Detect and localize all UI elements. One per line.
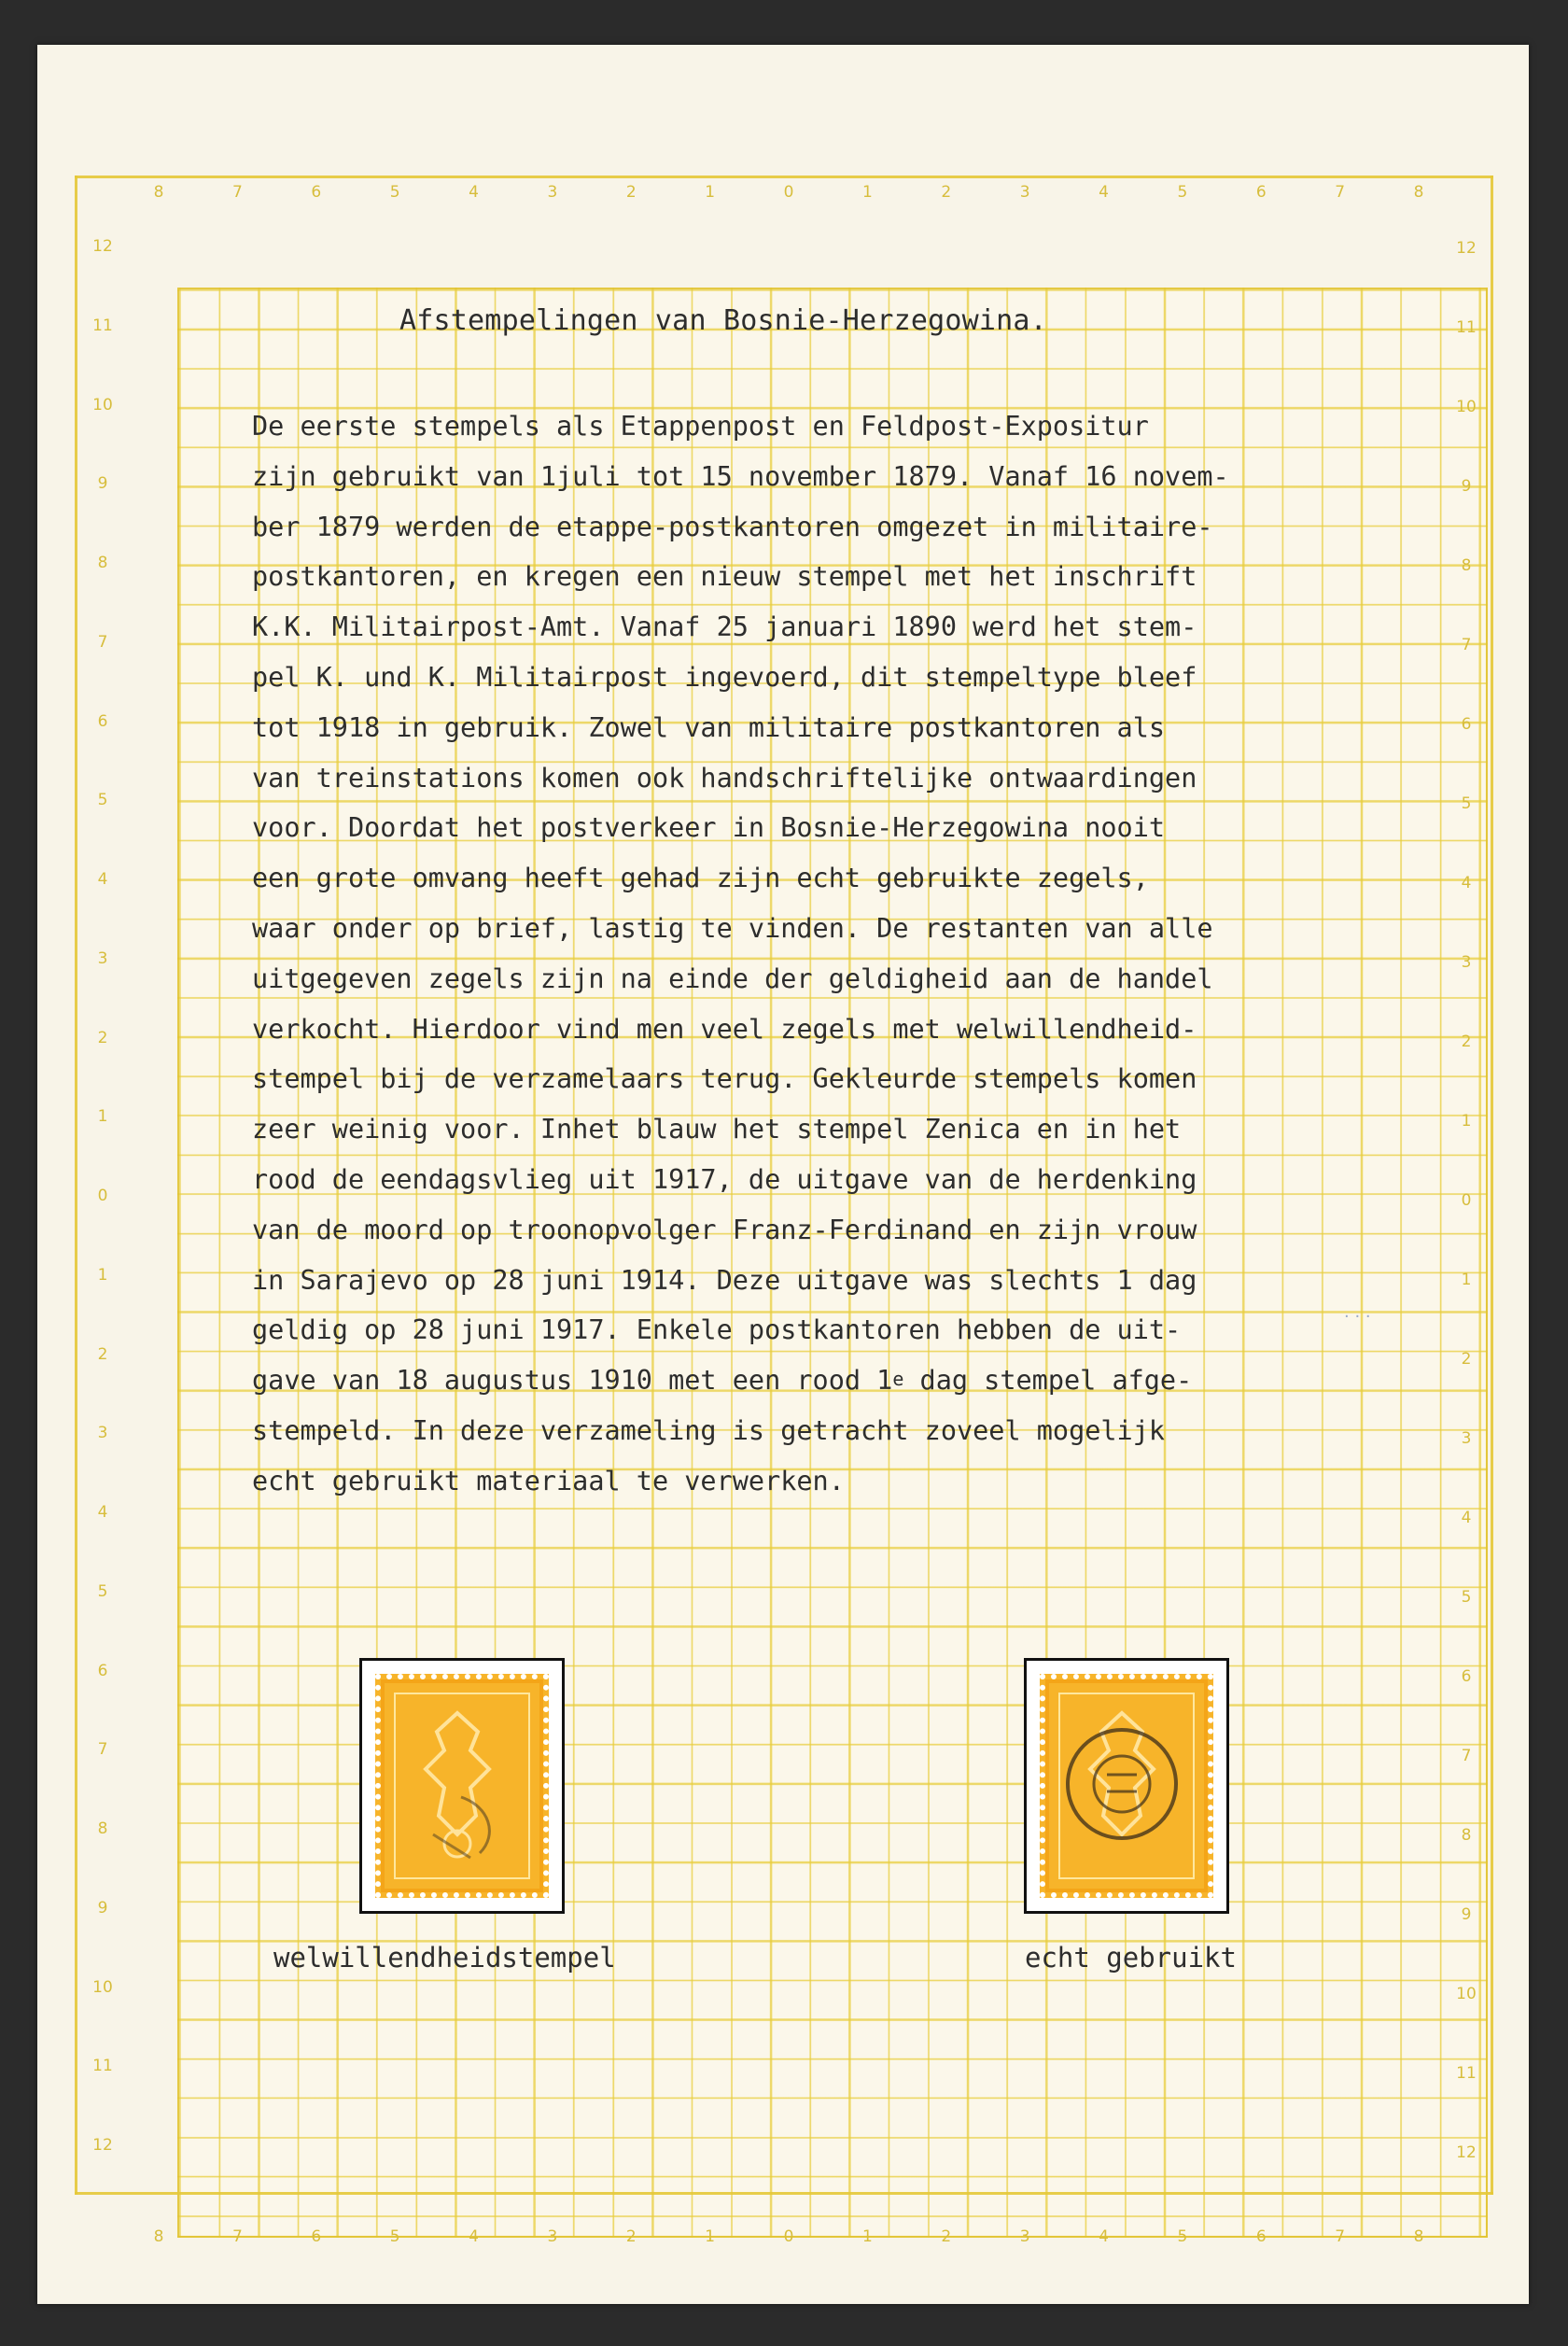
scale-tick-label: 12 bbox=[1456, 239, 1477, 258]
scale-tick-label: 7 bbox=[97, 1740, 108, 1760]
stamp-courtesy-cancel bbox=[375, 1674, 549, 1898]
coat-of-arms-icon bbox=[396, 1694, 519, 1868]
scale-tick-label: 11 bbox=[92, 2057, 113, 2076]
stamp-mount-right bbox=[1024, 1658, 1229, 1914]
scale-tick-label: 8 bbox=[153, 2227, 164, 2246]
scale-tick-label: 11 bbox=[92, 316, 113, 335]
scale-tick-label: 8 bbox=[97, 1819, 108, 1838]
scale-tick-label: 1 bbox=[861, 2227, 873, 2246]
scale-tick-label: 3 bbox=[547, 183, 558, 202]
text-line: van treinstations komen ook handschriftelijke ontwaardingen bbox=[252, 762, 1197, 794]
scale-tick-label: 5 bbox=[389, 2227, 400, 2246]
text-line: rood de eendagsvlieg uit 1917, de uitgave van de herdenking bbox=[252, 1163, 1197, 1195]
scale-tick-label: 1 bbox=[1461, 1271, 1472, 1289]
scale-tick-label: 1 bbox=[705, 183, 716, 202]
scale-tick-label: 1 bbox=[861, 183, 873, 202]
scale-tick-label: 4 bbox=[1099, 2227, 1109, 2246]
scale-tick-label: 10 bbox=[1456, 1985, 1477, 2003]
scale-tick-label: 8 bbox=[1413, 2227, 1424, 2246]
text-segment: dag stempel afge- bbox=[903, 1365, 1193, 1397]
scale-tick-label: 2 bbox=[625, 183, 637, 202]
scale-tick-label: 0 bbox=[97, 1187, 108, 1205]
scale-tick-label: 7 bbox=[1335, 183, 1346, 202]
scale-tick-label: 7 bbox=[1335, 2227, 1346, 2246]
scale-tick-label: 7 bbox=[1461, 636, 1472, 654]
stamp-mount-left bbox=[359, 1658, 565, 1914]
text-line-with-superscript bbox=[252, 1356, 1456, 1406]
text-line: postkantoren, en kregen een nieuw stempel met het inschrift bbox=[252, 561, 1197, 593]
scale-tick-label: 7 bbox=[231, 2227, 243, 2246]
scale-tick-label: 8 bbox=[1461, 1826, 1472, 1845]
scale-tick-label: 3 bbox=[1461, 1429, 1472, 1448]
stamp-design bbox=[1058, 1693, 1195, 1879]
scale-tick-label: 9 bbox=[97, 1898, 108, 1918]
scale-tick-label: 5 bbox=[1177, 2227, 1188, 2246]
scale-tick-label: 2 bbox=[97, 1344, 108, 1364]
text-line: zeer weinig voor. Inhet blauw het stempel Zenica en in het bbox=[252, 1114, 1182, 1145]
scale-tick-label: 8 bbox=[1461, 556, 1472, 575]
scale-tick-label: 1 bbox=[1461, 1112, 1472, 1131]
text-line: voor. Doordat het postverkeer in Bosnie-Herzegowina nooit bbox=[252, 812, 1166, 844]
stamp-design bbox=[394, 1693, 530, 1879]
scale-tick-label: 7 bbox=[97, 632, 108, 652]
scale-tick-label: 7 bbox=[231, 183, 243, 202]
scale-tick-label: 3 bbox=[97, 948, 108, 968]
scale-tick-label: 9 bbox=[1461, 1905, 1472, 1924]
postmark-icon bbox=[1060, 1694, 1183, 1868]
text-line: K.K. Militairpost-Amt. Vanaf 25 januari 1890 werd het stem- bbox=[252, 611, 1197, 643]
scale-tick-label: 0 bbox=[1461, 1191, 1472, 1210]
scale-tick-label: 8 bbox=[97, 554, 108, 572]
scale-tick-label: 3 bbox=[1019, 2227, 1030, 2246]
text-line: De eerste stempels als Etappenpost en Feldpost-Expositur bbox=[252, 411, 1149, 442]
scale-tick-label: 2 bbox=[97, 1028, 108, 1047]
scale-tick-label: 2 bbox=[941, 2227, 952, 2246]
scale-tick-label: 5 bbox=[1461, 794, 1472, 813]
scale-tick-label: 4 bbox=[97, 1503, 108, 1522]
text-line: stempel bij de verzamelaars terug. Gekleurde stempels komen bbox=[252, 1063, 1197, 1095]
text-line: uitgegeven zegels zijn na einde der geldigheid aan de handel bbox=[252, 962, 1213, 994]
scale-tick-label: 4 bbox=[469, 183, 479, 202]
text-line: tot 1918 in gebruik. Zowel van militaire postkantoren als bbox=[252, 711, 1166, 743]
text-segment: gave van 18 augustus 1910 met een rood 1 bbox=[252, 1365, 893, 1397]
scale-tick-label: 5 bbox=[1461, 1588, 1472, 1607]
text-line: geldig op 28 juni 1917. Enkele postkantoren hebben de uit- bbox=[252, 1314, 1182, 1346]
scale-tick-label: 4 bbox=[1461, 1509, 1472, 1527]
scale-tick-label: 1 bbox=[97, 1265, 108, 1285]
text-line: verkocht. Hierdoor vind men veel zegels met welwillendheid- bbox=[252, 1013, 1197, 1045]
scale-tick-label: 3 bbox=[97, 1424, 108, 1443]
scale-tick-label: 6 bbox=[97, 1661, 108, 1680]
scale-tick-label: 2 bbox=[1461, 1033, 1472, 1051]
text-line: een grote omvang heeft gehad zijn echt gebruikte zegels, bbox=[252, 863, 1149, 894]
scale-tick-label: 1 bbox=[705, 2227, 716, 2246]
scale-tick-label: 6 bbox=[1461, 715, 1472, 734]
text-line: zijn gebruikt van 1juli tot 15 november 1879. Vanaf 16 novem- bbox=[252, 460, 1229, 492]
frame-top bbox=[75, 176, 1493, 178]
scale-tick-label: 2 bbox=[1461, 1350, 1472, 1369]
text-line: van de moord op troonopvolger Franz-Ferdinand en zijn vrouw bbox=[252, 1214, 1197, 1245]
scale-tick-label: 11 bbox=[1456, 318, 1477, 337]
text-line: ber 1879 werden de etappe-postkantoren omgezet in militaire- bbox=[252, 511, 1213, 542]
scale-tick-label: 7 bbox=[1461, 1747, 1472, 1765]
frame-left bbox=[75, 176, 77, 2195]
text-line: waar onder op brief, lastig te vinden. De restanten van alle bbox=[252, 912, 1213, 944]
scale-tick-label: 6 bbox=[1255, 183, 1267, 202]
scale-tick-label: 2 bbox=[941, 183, 952, 202]
scale-tick-label: 8 bbox=[153, 183, 164, 202]
scale-tick-label: 0 bbox=[783, 2227, 794, 2246]
scale-tick-label: 6 bbox=[1255, 2227, 1267, 2246]
scale-tick-label: 12 bbox=[92, 237, 113, 256]
caption-left: welwillendheidstempel bbox=[273, 1942, 616, 1974]
scale-tick-label: 3 bbox=[547, 2227, 558, 2246]
scale-tick-label: 6 bbox=[97, 711, 108, 731]
scale-tick-label: 5 bbox=[1177, 183, 1188, 202]
scale-tick-label: 5 bbox=[97, 791, 108, 810]
text-line: stempeld. In deze verzameling is getracht zoveel mogelijk bbox=[252, 1414, 1166, 1446]
scale-tick-label: 10 bbox=[1456, 398, 1477, 416]
scale-tick-label: 0 bbox=[783, 183, 794, 202]
scale-tick-label: 5 bbox=[97, 1581, 108, 1601]
faint-pencil-mark: · · · bbox=[1344, 1307, 1371, 1327]
scale-tick-label: 6 bbox=[1461, 1667, 1472, 1686]
scale-tick-label: 6 bbox=[311, 183, 322, 202]
scale-tick-label: 3 bbox=[1461, 953, 1472, 972]
caption-right: echt gebruikt bbox=[1025, 1942, 1237, 1974]
scale-tick-label: 4 bbox=[469, 2227, 479, 2246]
scale-tick-label: 3 bbox=[1019, 183, 1030, 202]
scale-tick-label: 6 bbox=[311, 2227, 322, 2246]
scale-tick-label: 9 bbox=[97, 474, 108, 494]
body-text bbox=[252, 401, 1456, 1507]
scale-tick-label: 10 bbox=[92, 1977, 113, 1997]
scale-tick-label: 5 bbox=[389, 183, 400, 202]
scale-tick-label: 12 bbox=[92, 2136, 113, 2155]
frame-right bbox=[1491, 176, 1493, 2195]
scale-tick-label: 1 bbox=[97, 1107, 108, 1127]
text-line: pel K. und K. Militairpost ingevoerd, dit stempeltype bleef bbox=[252, 661, 1197, 693]
scale-tick-label: 4 bbox=[1461, 874, 1472, 892]
scale-tick-label: 2 bbox=[625, 2227, 637, 2246]
scale-tick-label: 12 bbox=[1456, 2143, 1477, 2162]
superscript: e bbox=[892, 1368, 904, 1391]
scale-tick-label: 11 bbox=[1456, 2064, 1477, 2083]
frame-bottom bbox=[75, 2192, 1493, 2195]
scale-tick-label: 4 bbox=[1099, 183, 1109, 202]
stamp-genuinely-used bbox=[1040, 1674, 1213, 1898]
scale-tick-label: 4 bbox=[97, 870, 108, 889]
scale-tick-label: 10 bbox=[92, 395, 113, 414]
scale-tick-label: 9 bbox=[1461, 477, 1472, 496]
scale-tick-label: 8 bbox=[1413, 183, 1424, 202]
text-line: in Sarajevo op 28 juni 1914. Deze uitgave was slechts 1 dag bbox=[252, 1264, 1197, 1296]
page-title: Afstempelingen van Bosnie-Herzegowina. bbox=[399, 304, 1047, 337]
text-line: echt gebruikt materiaal te verwerken. bbox=[252, 1465, 845, 1496]
